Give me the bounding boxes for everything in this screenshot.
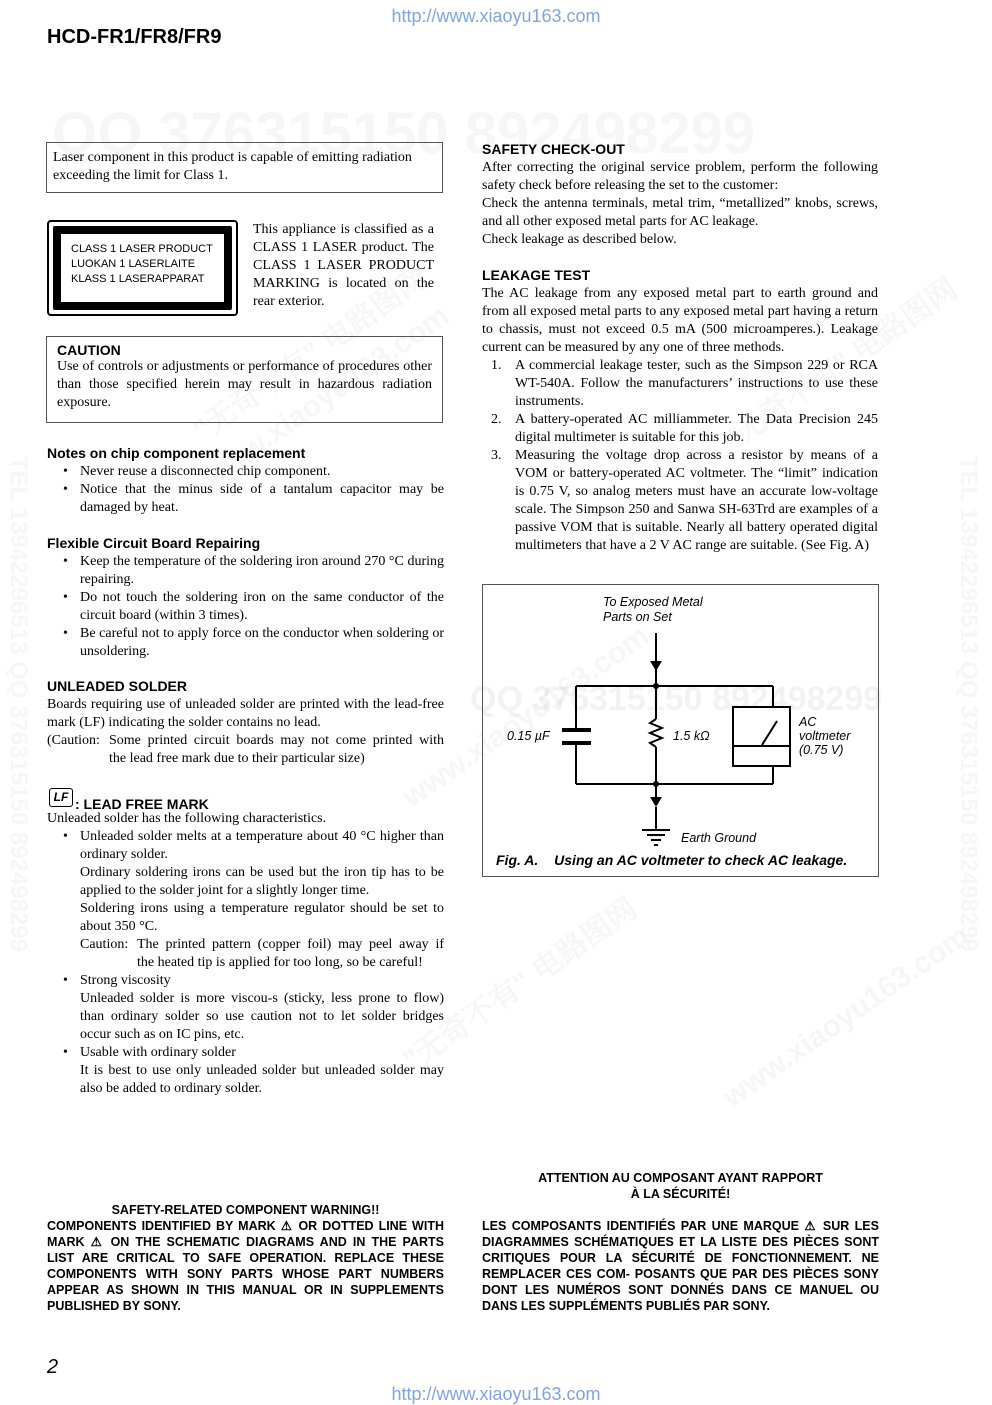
- unleaded-caution-line2: the lead free mark due to their particular size): [109, 751, 365, 766]
- label-resistor: 1.5 kΩ: [673, 729, 710, 743]
- item-text: A battery-operated AC milliammeter. The Data Precision 245 digital multimeter is suitable for this job.: [515, 412, 878, 445]
- lf-item3-p2: It is best to use only unleaded solder but unleaded solder may also be added to ordinary solder.: [80, 1063, 444, 1096]
- warning-en-text: [47, 1218, 444, 1314]
- unleaded-solder-text: Boards requiring use of unleaded solder are printed with the lead-free mark (LF) indicating the solder contains no lead.: [47, 697, 444, 730]
- lf-item2-p2: Unleaded solder is more viscou-s (sticky, less prone to flow) than ordinary solder so use caution not to let solder bridges occur such as on IC pins, etc.: [80, 991, 444, 1042]
- list-item: • Notice that the minus side of a tantalum capacitor may be damaged by heat.: [80, 481, 444, 517]
- laser-product-label: [47, 220, 238, 316]
- top-url[interactable]: http://www.xiaoyu163.com: [391, 6, 601, 26]
- capacitor-symbol: [562, 728, 591, 732]
- safety-checkout-text: [482, 159, 878, 249]
- laser-label-panel: [61, 234, 224, 302]
- leakage-test-title: LEAKAGE TEST: [482, 267, 591, 283]
- leakage-methods-list: [482, 357, 878, 555]
- laser-label-line3: KLASS 1 LASERAPPARAT: [71, 273, 205, 285]
- safety-text-2: Check the antenna terminals, metal trim, “metallized” knobs, screws, and all other exposed metal parts for AC leakage.: [482, 196, 878, 229]
- list-item: • Be careful not to apply force on the conductor when soldering or unsoldering.: [80, 625, 444, 661]
- label-voltmeter-line2: voltmeter: [799, 729, 851, 743]
- list-item: [491, 411, 878, 447]
- list-item: [80, 1044, 444, 1098]
- laser-notice-box: [46, 142, 443, 193]
- warning-fr-title-line2: À LA SÉCURITÉ!: [630, 1187, 731, 1201]
- label-voltmeter-line1: AC: [799, 715, 817, 729]
- bottom-url[interactable]: http://www.xiaoyu163.com: [391, 1384, 601, 1404]
- caution-box: [46, 336, 443, 423]
- flex-board-list: [47, 553, 444, 661]
- watermark-web-3: [717, 919, 976, 1115]
- figure-caption-number: Fig. A.: [496, 852, 539, 868]
- chip-notes-title: Notes on chip component replacement: [47, 445, 306, 461]
- safety-checkout-title: SAFETY CHECK-OUT: [482, 141, 625, 157]
- warning-fr-p2: SUR LES DIAGRAMMES SCHÉMATIQUES ET LA LISTE DES PIÈCES SONT CRITIQUES POUR LA SÉCURITÉ DE FONCTIONNEMENT. NE REMPLACER CES COM- POSANTS QUE PAR DES PIÈCES SONY DONT LES NUMÉROS SONT DONNÉS DANS CE MANUEL OU DANS LES SUPPLÉMENTS PUBLIÉS PAR SONY.: [482, 1219, 879, 1313]
- laser-class-description: This appliance is classified as a CLASS 1 LASER product. The CLASS 1 LASER PRODUCT MARKING is located on the rear exterior.: [253, 222, 434, 309]
- item-text: Measuring the voltage drop across a resistor by means of a VOM or battery-operated AC voltmeter. The “limit” indication is 0.75 V, so analog meters must have an accurate low-voltage scale. The Simpson 250 and Sanwa SH-63Trd are examples of a passive VOM that is suitable. Nearly all battery operated digital multimeters that have a 2 V AC range are suitable. (See Fig. A): [515, 448, 878, 553]
- watermark-tel-right: [954, 456, 982, 952]
- lead-free-intro: Unleaded solder has the following characteristics.: [47, 811, 327, 826]
- item-number: 1.: [491, 358, 502, 373]
- voltmeter-icon: [733, 707, 790, 766]
- label-exposed-metal-line2: Parts on Set: [603, 610, 672, 624]
- ground-icon: [642, 830, 670, 845]
- lf-mark-icon: [49, 788, 73, 807]
- label-voltmeter: [799, 715, 850, 757]
- lf-item1-caution-line1: The printed pattern (copper foil) may peel away if: [137, 937, 444, 952]
- lf-item1-caution-label: Caution:: [80, 937, 129, 952]
- item-number: 2.: [491, 412, 502, 427]
- figure-caption: [496, 852, 847, 868]
- lead-free-list: [47, 828, 444, 1098]
- warning-fr-p1: LES COMPOSANTS IDENTIFIÉS PAR UNE MARQUE: [482, 1219, 799, 1233]
- item-text: A commercial leakage tester, such as the Simpson 229 or RCA WT-540A. Follow the manufacturers’ instructions to use these instruments.: [515, 358, 878, 409]
- flex-board-title: Flexible Circuit Board Repairing: [47, 535, 261, 551]
- safety-text-3: Check leakage as described below.: [482, 232, 677, 247]
- junction-dot: [653, 683, 659, 689]
- warning-fr-text: [482, 1218, 879, 1314]
- list-item: • Keep the temperature of the soldering iron around 270 °C during repairing.: [80, 553, 444, 589]
- warning-en-p2: OR DOTTED LINE WITH MARK: [47, 1219, 444, 1249]
- leakage-test-text: The AC leakage from any exposed metal part to earth ground and from all exposed metal parts to any exposed metal part having a return to chassis, must not exceed 0.5 mA (500 microamperes.). Leakage current can be measured by any one of three methods.: [482, 286, 878, 355]
- chip-notes-list: [47, 463, 444, 517]
- lf-item1-p3: Soldering irons using a temperature regulator should be set to about 350 °C.: [80, 901, 444, 934]
- label-voltmeter-line3: (0.75 V): [799, 743, 844, 757]
- list-item: [80, 972, 444, 1044]
- model-title: HCD-FR1/FR8/FR9: [47, 26, 222, 48]
- safety-text-1: After correcting the original service problem, perform the following safety check before releasing the set to the customer:: [482, 160, 878, 193]
- lf-item1-p1: • Unleaded solder melts at a temperature about 40 °C higher than ordinary solder.: [80, 829, 444, 862]
- list-item: [491, 447, 878, 555]
- lead-free-mark-title: : LEAD FREE MARK: [75, 796, 209, 812]
- laser-label-line1: CLASS 1 LASER PRODUCT: [71, 243, 213, 255]
- unleaded-solder-title: UNLEADED SOLDER: [47, 678, 188, 694]
- figure-a-box: [482, 584, 879, 877]
- junction-dot: [653, 781, 659, 787]
- caution-title: CAUTION: [57, 342, 121, 358]
- warning-mark-icon: ⚠: [804, 1219, 818, 1233]
- laser-notice-text: Laser component in this product is capable of emitting radiation exceeding the limit for Class 1.: [53, 150, 412, 183]
- laser-label-line2: LUOKAN 1 LASERLAITE: [71, 258, 196, 270]
- list-item: • Do not touch the soldering iron on the same conductor of the circuit board (within 3 times).: [80, 589, 444, 625]
- lf-item3-p1: • Usable with ordinary solder: [80, 1045, 236, 1060]
- unleaded-caution-line1: Some printed circuit boards may not come printed with: [109, 733, 444, 748]
- warning-mark-icon: ⚠: [90, 1235, 105, 1249]
- label-exposed-metal: [603, 595, 703, 625]
- warning-fr-title-line1: ATTENTION AU COMPOSANT AYANT RAPPORT: [538, 1171, 823, 1185]
- arrow-down-icon: [650, 797, 662, 807]
- list-item: [80, 828, 444, 972]
- label-capacitor: 0.15 µF: [507, 729, 550, 743]
- warning-en-p1: COMPONENTS IDENTIFIED BY MARK: [47, 1219, 276, 1233]
- lf-item1-p2: Ordinary soldering irons can be used but the iron tip has to be applied to the solder joint for a slightly longer time.: [80, 865, 444, 898]
- label-earth-ground: Earth Ground: [681, 831, 757, 845]
- lf-item1-caution: [80, 936, 444, 972]
- list-item: [491, 357, 878, 411]
- lf-mark-text: LF: [53, 790, 69, 804]
- figure-caption-text: Using an AC voltmeter to check AC leakage.: [554, 852, 848, 868]
- watermark-qq-mid: QQ 376315150 892498299: [470, 680, 883, 718]
- caution-text: Use of controls or adjustments or performance of procedures other than those specified herein may result in hazardous radiation exposure.: [57, 359, 432, 410]
- arrow-down-icon: [650, 661, 662, 671]
- unleaded-caution-label: (Caution:: [47, 733, 100, 748]
- lf-item1-caution-line2: the heated tip is applied for too long, so be careful!: [137, 955, 423, 970]
- warning-fr-title: [482, 1170, 879, 1202]
- warning-en-p3: ON THE SCHEMATIC DIAGRAMS AND IN THE PARTS LIST ARE CRITICAL TO SAFE OPERATION. REPLACE THESE COMPONENTS WITH SONY PARTS WHOSE PART NUMBERS APPEAR AS SHOWN IN THIS MANUAL OR IN SUPPLEMENTS PUBLISHED BY SONY.: [47, 1235, 444, 1313]
- page-number: 2: [47, 1356, 59, 1378]
- item-number: 3.: [491, 448, 502, 463]
- laser-label-frame: [53, 226, 232, 310]
- list-item: • Never reuse a disconnected chip component.: [80, 463, 444, 481]
- label-exposed-metal-line1: To Exposed Metal: [603, 595, 703, 609]
- lf-item2-p1: • Strong viscosity: [80, 973, 171, 988]
- warning-en-title: SAFETY-RELATED COMPONENT WARNING!!: [111, 1203, 380, 1217]
- warning-mark-icon: ⚠: [280, 1219, 294, 1233]
- watermark-tel-left: [4, 456, 32, 952]
